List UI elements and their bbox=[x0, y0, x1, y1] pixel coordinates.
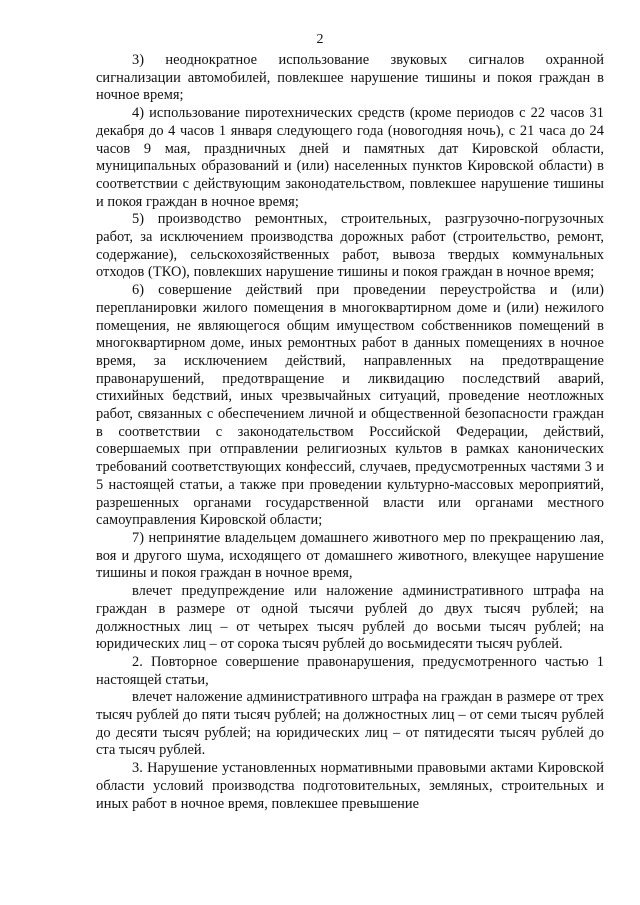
paragraph-item-4: 4) использование пиротехнических средств (кроме периодов с 22 часов 31 декабря до 4 часов 1 января следующего года (новогодняя ночь), с 21 часа до 24 часов 9 мая, праздничных дней и памятных дат Кировской области, муниципальных образований и (или) населенных пунктов Кировской области) в соответствии с действующим законодательством, повлекшее нарушение тишины и покоя граждан в ночное время; bbox=[96, 105, 604, 210]
penalty-paragraph-part-2: влечет наложение административного штрафа на граждан в размере от трех тысяч рублей до пяти тысяч рублей; на должностных лиц – от семи тысяч рублей до десяти тысяч рублей; на юридических лиц – от пятидесяти тысяч рублей до ста тысяч рублей. bbox=[96, 689, 604, 759]
document-body bbox=[96, 52, 604, 813]
paragraph-item-5: 5) производство ремонтных, строительных, разгрузочно-погрузочных работ, за исключением производства дорожных работ (строительство, ремонт, содержание), сельскохозяйственных работ, вывоза твердых коммунальных отходов (ТКО), повлекших нарушение тишины и покоя граждан в ночное время; bbox=[96, 211, 604, 281]
paragraph-item-3: 3) неоднократное использование звуковых сигналов охранной сигнализации автомобилей, повлекшее нарушение тишины и покоя граждан в ночное время; bbox=[96, 52, 604, 104]
penalty-paragraph-part-1: влечет предупреждение или наложение административного штрафа на граждан в размере от одной тысячи рублей до двух тысяч рублей; на должностных лиц – от четырех тысяч рублей до восьми тысяч рублей; на юридических лиц – от сорока тысяч рублей до восьмидесяти тысяч рублей. bbox=[96, 583, 604, 653]
paragraph-item-7: 7) непринятие владельцем домашнего животного мер по прекращению лая, воя и другого шума, исходящего от домашнего животного, влекущее нарушение тишины и покоя граждан в ночное время, bbox=[96, 529, 604, 582]
paragraph-part-2: 2. Повторное совершение правонарушения, предусмотренного частью 1 настоящей статьи, bbox=[96, 653, 604, 688]
paragraph-item-6: 6) совершение действий при проведении переустройства и (или) перепланировки жилого помещения в многоквартирном доме и (или) нежилого помещения, не являющегося общим имуществом собственников помещений в многоквартирном доме, иных ремонтных работ в данных помещениях в ночное время, за исключением действий, направленных на предотвращение правонарушений, предотвращение и ликвидацию последствий аварий, стихийных бедствий, иных чрезвычайных ситуаций, проведение неотложных работ, связанных с обеспечением личной и общественной безопасности граждан в соответствии с законодательством Российской Федерации, действий, совершаемых при отправлении религиозных культов в рамках канонических требований соответствующих конфессий, случаев, предусмотренных частями 3 и 5 настоящей статьи, а также при проведении культурно-массовых мероприятий, разрешенных органами государственной власти или органами местного самоуправления Кировской области; bbox=[96, 282, 604, 529]
page-number: 2 bbox=[316, 32, 324, 47]
paragraph-part-3: 3. Нарушение установленных нормативными правовыми актами Кировской области условий производства подготовительных, земляных, строительных и иных работ в ночное время, повлекшее превышение bbox=[96, 760, 604, 812]
